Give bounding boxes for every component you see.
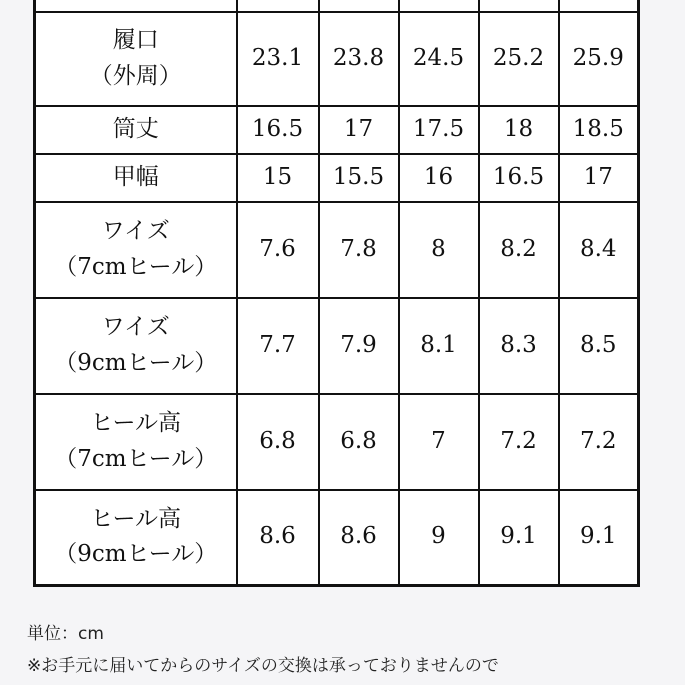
row-label — [35, 490, 237, 586]
row-label-line: 筒丈 — [112, 115, 159, 142]
footer-notes — [27, 618, 677, 682]
row-label — [35, 12, 237, 106]
row-label — [35, 202, 237, 298]
size-table — [33, 0, 640, 587]
row-label-line: ワイズ — [101, 217, 170, 244]
row-label-line: （9cmヒール） — [54, 349, 218, 376]
table-cell: 6.8 — [319, 394, 399, 490]
table-cell: 8.2 — [479, 202, 559, 298]
table-cell: 8.5 — [559, 298, 639, 394]
table-row — [35, 202, 639, 298]
table-cell — [237, 0, 319, 12]
table-cell: 15 — [237, 154, 319, 202]
table-cell: 16 — [399, 154, 479, 202]
table-row — [35, 298, 639, 394]
table-row — [35, 154, 639, 202]
table-cell: 9.1 — [479, 490, 559, 586]
row-label — [35, 394, 237, 490]
table-cell: 18.5 — [559, 106, 639, 154]
table-cell: 8.3 — [479, 298, 559, 394]
table-cell: 7.2 — [479, 394, 559, 490]
row-label — [35, 0, 237, 12]
table-cell: 16.5 — [237, 106, 319, 154]
table-cell: 6.8 — [237, 394, 319, 490]
table-cell: 7.9 — [319, 298, 399, 394]
table-cell: 17.5 — [399, 106, 479, 154]
table-row — [35, 394, 639, 490]
row-label-line: ワイズ — [101, 313, 170, 340]
exchange-note: ※お手元に届いてからのサイズの交換は承っておりませんので — [27, 656, 499, 676]
table-cell — [559, 0, 639, 12]
table-cell: 25.2 — [479, 12, 559, 106]
unit-note: 単位：cm — [27, 624, 104, 644]
table-cell: 16.5 — [479, 154, 559, 202]
table-cell: 17 — [559, 154, 639, 202]
row-label-line: ヒール高 — [90, 409, 182, 436]
row-label-line: 甲幅 — [112, 163, 159, 190]
row-label-line: （外周） — [89, 62, 182, 89]
table-row — [35, 490, 639, 586]
table-cell — [399, 0, 479, 12]
table-cell: 24.5 — [399, 12, 479, 106]
table-cell: 15.5 — [319, 154, 399, 202]
table-cell: 23.8 — [319, 12, 399, 106]
table-cell: 8.1 — [399, 298, 479, 394]
table-cell: 8 — [399, 202, 479, 298]
table-cell: 8.6 — [237, 490, 319, 586]
row-label-line: （7cmヒール） — [54, 253, 218, 280]
table-cell: 9 — [399, 490, 479, 586]
table-cell: 23.1 — [237, 12, 319, 106]
row-label — [35, 106, 237, 154]
row-label — [35, 298, 237, 394]
table-cell: 25.9 — [559, 12, 639, 106]
table-row — [35, 106, 639, 154]
table-cell: 9.1 — [559, 490, 639, 586]
table-cell: 8.6 — [319, 490, 399, 586]
row-label-line: ヒール高 — [90, 505, 182, 532]
table-row — [35, 0, 639, 12]
table-row — [35, 12, 639, 106]
row-label-line: 履口 — [112, 26, 159, 53]
row-label-line: （9cmヒール） — [54, 541, 218, 568]
row-label-line: （7cmヒール） — [54, 445, 218, 472]
table-cell: 7.2 — [559, 394, 639, 490]
table-cell: 7 — [399, 394, 479, 490]
table-cell — [479, 0, 559, 12]
table-cell — [319, 0, 399, 12]
table-cell: 7.8 — [319, 202, 399, 298]
table-cell: 7.7 — [237, 298, 319, 394]
row-label — [35, 154, 237, 202]
table-cell: 8.4 — [559, 202, 639, 298]
table-cell: 7.6 — [237, 202, 319, 298]
table-cell: 17 — [319, 106, 399, 154]
table-cell: 18 — [479, 106, 559, 154]
